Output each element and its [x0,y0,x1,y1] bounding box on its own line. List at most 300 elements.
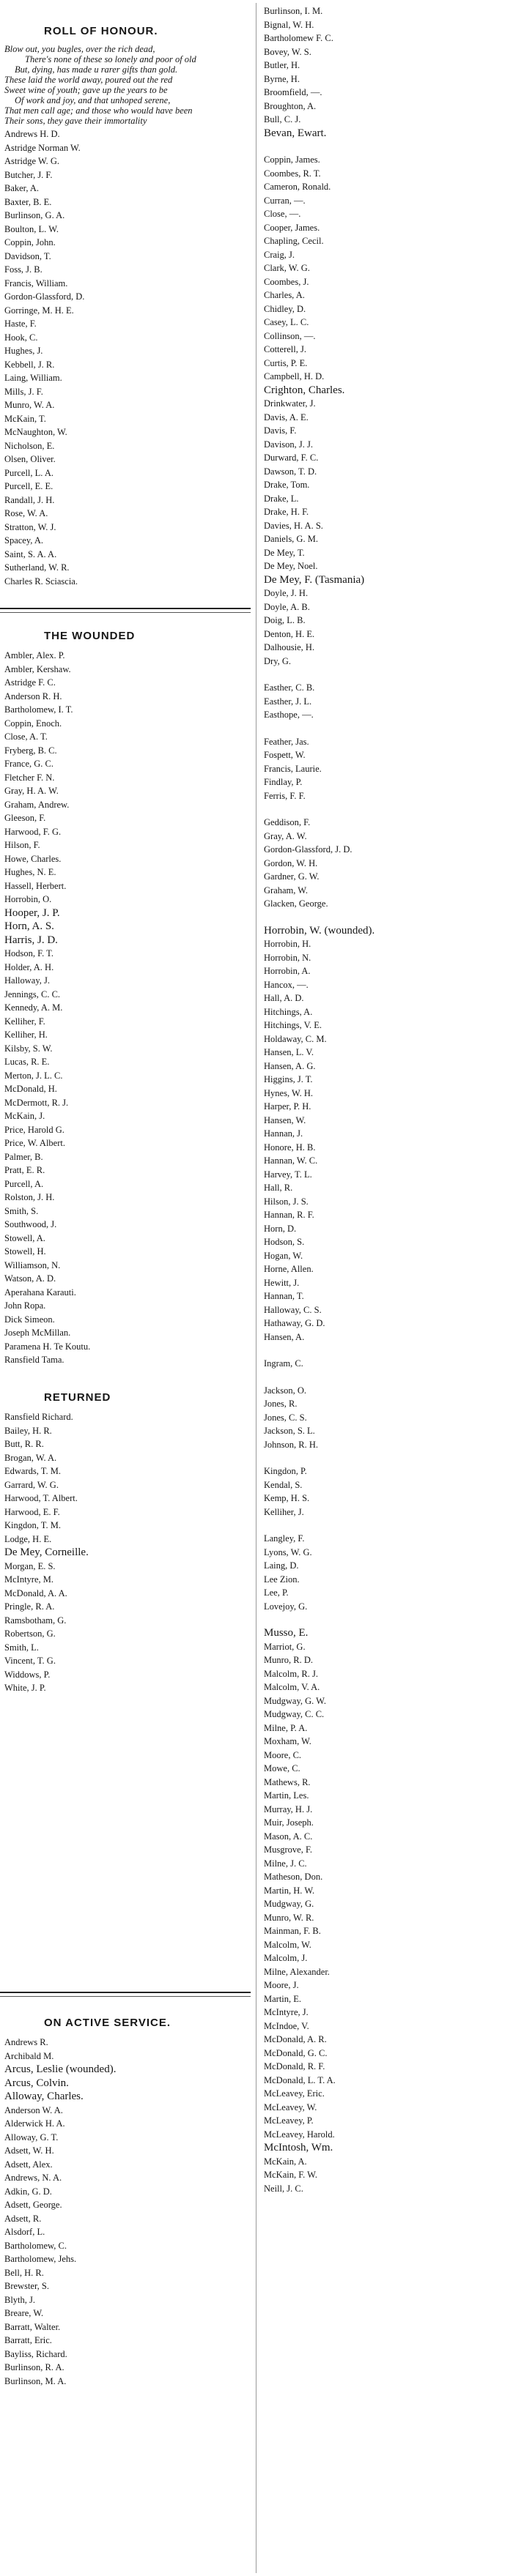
name-entry: Burlinson, I. M. [264,6,323,16]
name-entry: Horrobin, N. [264,952,311,963]
name-entry: De Mey, Corneille. [4,1546,89,1558]
poem-line: Blow out, you bugles, over the rich dead, [4,44,155,54]
name-entry: Kelliher, J. [264,1506,304,1517]
name-entry: Milne, J. C. [264,1858,307,1869]
name-entry: Francis, Laurie. [264,763,322,774]
name-entry: Harwood, E. F. [4,1506,60,1517]
name-entry: McIntyre, J. [264,2007,309,2017]
name-entry: Hook, C. [4,332,38,343]
name-entry: Garrard, W. G. [4,1479,59,1490]
name-entry: Harvey, T. L. [264,1169,312,1180]
name-entry: Durward, F. C. [264,453,319,463]
name-entry: Broughton, A. [264,100,317,111]
name-entry: Harris, J. D. [4,934,58,946]
name-entry: Musgrove, F. [264,1844,313,1855]
name-entry: Smith, L. [4,1642,39,1653]
name-entry: Andrews R. [4,2037,48,2047]
name-entry: Gleeson, F. [4,813,46,823]
name-entry: Hall, A. D. [264,993,304,1003]
name-entry: De Mey, Noel. [264,561,318,571]
name-entry: Mason, A. C. [264,1831,313,1842]
name-entry: Vincent, T. G. [4,1656,56,1666]
name-entry: McLeavey, W. [264,2102,317,2112]
name-entry: Stowell, H. [4,1246,46,1257]
name-entry: Craig, J. [264,249,295,260]
name-entry: Byrne, H. [264,73,300,84]
name-entry: McDonald, H. [4,1084,57,1094]
name-entry: Jackson, O. [264,1385,306,1396]
name-entry: McDonald, L. T. A. [264,2074,336,2085]
name-entry: Hansen, A. G. [264,1060,316,1071]
section-rule [0,1996,251,1997]
name-entry: Hilson, F. [4,840,40,850]
name-entry: Moore, C. [264,1749,302,1760]
name-entry: Butler, H. [264,60,300,70]
name-entry: Jackson, S. L. [264,1426,315,1436]
name-entry: Robertson, G. [4,1628,56,1639]
name-entry: Astridge Norman W. [4,142,81,153]
honour-poem [0,44,254,126]
name-entry: Lucas, R. E. [4,1057,50,1067]
name-entry: Easther, J. L. [264,696,312,707]
name-entry: McNaughton, W. [4,427,67,437]
name-entry: McKain, T. [4,413,46,424]
name-entry: Andrews, N. A. [4,2173,62,2183]
name-entry: Hughes, J. [4,346,43,356]
name-entry: McKain, J. [4,1111,45,1121]
name-entry: Denton, H. E. [264,628,315,639]
name-entry: Ferris, F. F. [264,790,306,801]
name-entry: Adsett, George. [4,2200,62,2210]
name-entry: Baxter, B. E. [4,196,52,207]
name-entry: Munro, R. D. [264,1655,314,1665]
name-entry: Chapling, Cecil. [264,236,324,246]
name-entry: Gray, H. A. W. [4,786,59,796]
name-entry: Close, —. [264,209,301,219]
name-entry: McDonald, A. A. [4,1587,67,1598]
name-entry: Stratton, W. J. [4,521,56,532]
name-entry: Purcell, L. A. [4,467,54,478]
active-service-names-list [0,2036,254,2388]
name-entry: Nicholson, E. [4,440,55,451]
name-entry: McLeavey, P. [264,2115,314,2126]
name-entry: Feather, Jas. [264,736,309,747]
name-entry: Harper, P. H. [264,1101,311,1112]
name-entry: Hooper, J. P. [4,907,60,919]
name-entry: Horrobin, A. [264,966,311,976]
name-entry: Kingdon, P. [264,1466,307,1476]
name-entry: Gordon-Glassford, D. [4,291,85,302]
name-entry: Ransfield Richard. [4,1412,73,1422]
name-entry: Ambler, Kershaw. [4,663,71,674]
name-entry: Spacey, A. [4,535,43,546]
name-entry: Ransfield Tama. [4,1355,64,1365]
name-entry: Butt, R. R. [4,1439,44,1449]
name-entry: Hynes, W. H. [264,1087,314,1098]
name-entry: Anderson R. H. [4,690,62,701]
name-entry: Aperahana Karauti. [4,1287,76,1298]
name-entry: Foss, J. B. [4,264,43,275]
name-entry: Broomfield, —. [264,87,322,97]
name-entry: Kingdon, T. M. [4,1520,61,1530]
name-entry: McKain, A. [264,2156,307,2167]
name-entry: Southwood, J. [4,1219,57,1229]
name-entry: Brewster, S. [4,2281,49,2291]
name-entry: Davidson, T. [4,250,51,261]
name-entry: Astridge W. G. [4,156,59,166]
name-entry: McIntyre, M. [4,1574,53,1585]
name-entry: Jennings, C. C. [4,989,61,999]
name-entry: Malcolm, R. J. [264,1668,318,1679]
name-entry: Charles R. Sciascia. [4,576,78,587]
name-entry: Hodson, S. [264,1237,305,1247]
wounded-section [0,627,254,1367]
name-entry: Butcher, J. F. [4,169,53,180]
name-entry: Anderson W. A. [4,2104,63,2115]
name-entry: Barratt, Walter. [4,2321,61,2332]
name-entry: Hansen, W. [264,1114,306,1125]
name-entry: Malcolm, J. [264,1953,308,1963]
name-entry: Laing, D. [264,1560,299,1571]
poem-line: There's none of these so lonely and poor of old [25,54,196,64]
section-rule [0,608,251,609]
name-entry: Horrobin, W. (wounded). [264,924,375,937]
poem-line: But, dying, has made u rarer gifts than gold. [15,64,178,75]
name-entry: Coombes, J. [264,276,309,287]
name-entry: Horne, Allen. [264,1264,314,1274]
name-entry: Graham, W. [264,885,309,896]
name-entry: Lyons, W. G. [264,1546,312,1557]
name-entry: Drake, H. F. [264,507,309,517]
name-entry: Purcell, E. E. [4,481,53,491]
name-entry: McIndoe, V. [264,2020,309,2031]
name-entry: Glacken, George. [264,898,328,909]
name-entry: France, G. C. [4,759,53,769]
name-entry: Stowell, A. [4,1232,45,1243]
name-entry: Adsett, Alex. [4,2159,53,2170]
name-entry: Ramsbotham, G. [4,1615,67,1626]
name-entry: McDonald, A. R. [264,2034,327,2044]
name-entry: Findlay, P. [264,777,303,787]
name-entry: Hannan, R. F. [264,1210,314,1220]
name-entry: Hassell, Herbert. [4,880,67,891]
name-entry: Alderwick H. A. [4,2118,65,2129]
name-entry: Murray, H. J. [264,1803,313,1814]
name-entry: Fryberg, B. C. [4,745,57,756]
name-entry: Lovejoy, G. [264,1601,308,1612]
name-entry: Laing, William. [4,373,62,383]
name-entry: Merton, J. L. C. [4,1070,63,1081]
name-entry: Dry, G. [264,655,292,666]
name-entry: Coombes, R. T. [264,168,321,179]
name-entry: Hannan, J. [264,1128,303,1139]
name-entry: Pringle, R. A. [4,1601,55,1612]
name-entry: Boulton, L. W. [4,223,59,234]
name-entry: Bevan, Ewart. [264,127,327,139]
name-entry: Purcell, A. [4,1178,44,1189]
name-entry: Davies, H. A. S. [264,520,323,531]
name-entry: Paramena H. Te Koutu. [4,1341,91,1352]
name-entry: Astridge F. C. [4,677,56,688]
name-entry: Widdows, P. [4,1669,51,1680]
name-entry: Doyle, J. H. [264,588,309,598]
name-entry: Price, Harold G. [4,1124,64,1135]
wounded-names-list [0,649,254,1367]
name-entry: Martin, E. [264,1993,302,2004]
name-entry: McDonald, R. F. [264,2061,325,2071]
name-entry: Doig, L. B. [264,615,306,625]
name-entry: Collinson, —. [264,330,316,341]
name-entry: Casey, L. C. [264,317,309,327]
name-entry: Munro, W. R. [264,1912,314,1923]
name-entry: Jones, R. [264,1399,298,1409]
name-entry: Clark, W. G. [264,263,310,273]
name-entry: Hathaway, G. D. [264,1318,325,1328]
name-entry: Charles, A. [264,290,305,300]
name-entry: Gordon, W. H. [264,857,318,868]
name-entry: Dalhousie, H. [264,642,315,652]
name-entry: Adsett, R. [4,2213,42,2224]
name-entry: Kebbell, J. R. [4,359,55,370]
name-entry: Barratt, Eric. [4,2335,52,2345]
name-entry: Kilsby, S. W. [4,1043,53,1054]
name-entry: Ingram, C. [264,1358,303,1369]
name-entry: Adsett, W. H. [4,2145,54,2156]
name-entry: Holdaway, C. M. [264,1033,327,1044]
name-entry: Malcolm, W. [264,1939,311,1950]
name-entry: Dick Simeon. [4,1314,55,1325]
name-entry: De Mey, T. [264,547,305,558]
honour-names-list [0,127,254,588]
name-entry: Sutherland, W. R. [4,562,70,573]
name-entry: Easther, C. B. [264,682,315,693]
name-entry: Hannan, T. [264,1291,304,1301]
name-entry: Bignal, W. H. [264,19,314,30]
name-entry: Langley, F. [264,1533,305,1544]
poem-line: Sweet wine of youth; gave up the years to be [4,85,168,95]
name-entry: Halloway, J. [4,975,51,986]
active-service-names-continued [259,4,513,2195]
name-entry: Easthope, —. [264,710,314,720]
name-entry: McIntosh, Wm. [264,2142,333,2154]
returned-heading: RETURNED [44,1391,111,1404]
name-entry: Gorringe, M. H. E. [4,305,74,316]
name-entry: Munro, W. A. [4,400,55,410]
name-entry: Horn, D. [264,1223,297,1234]
name-entry: Muir, Joseph. [264,1817,314,1828]
name-entry: Price, W. Albert. [4,1138,65,1148]
name-entry: Bull, C. J. [264,114,301,124]
name-entry: Morgan, E. S. [4,1560,56,1571]
name-entry: Joseph McMillan. [4,1328,71,1338]
name-entry: Mudgway, G. [264,1899,314,1909]
name-entry: Williamson, N. [4,1259,61,1270]
name-entry: Moxham, W. [264,1736,311,1746]
name-entry: Arcus, Leslie (wounded). [4,2063,117,2075]
name-entry: Arcus, Colvin. [4,2077,69,2089]
name-entry: Hansen, A. [264,1331,305,1342]
name-entry: Hogan, W. [264,1250,303,1261]
name-entry: Mills, J. F. [4,386,43,397]
returned-section [0,1388,254,1695]
active-service-continued [259,4,513,2195]
name-entry: Olsen, Oliver. [4,454,56,464]
name-entry: Kennedy, A. M. [4,1002,63,1013]
name-entry: Fletcher F. N. [4,772,55,783]
active-service-section [0,2014,254,2388]
name-entry: Hitchings, V. E. [264,1020,322,1030]
name-entry: Andrews H. D. [4,129,60,139]
name-entry: Breare, W. [4,2308,44,2318]
name-entry: Burlinson, R. A. [4,2362,64,2372]
name-entry: Rolston, J. H. [4,1192,55,1202]
name-entry: Bovey, W. S. [264,46,311,57]
name-entry: John Ropa. [4,1300,46,1311]
poem-line: That men call age; and those who would have been [4,105,193,116]
section-rule [0,612,251,613]
name-entry: McDermott, R. J. [4,1097,69,1108]
name-entry: Coppin, John. [4,237,56,247]
name-entry: Rose, W. A. [4,508,48,518]
name-entry: Halloway, C. S. [264,1304,322,1315]
name-entry: Burlinson, G. A. [4,210,65,220]
name-entry: McKain, F. W. [264,2170,317,2180]
name-entry: Hewitt, J. [264,1277,300,1288]
name-entry: Neill, J. C. [264,2183,303,2194]
name-entry: McDonald, G. C. [264,2047,328,2058]
name-entry: Holder, A. H. [4,961,54,972]
name-entry: Kelliher, H. [4,1030,48,1040]
poem-line: These laid the world away, poured out the red [4,75,173,85]
name-entry: Howe, Charles. [4,853,62,864]
name-entry: Hughes, N. E. [4,867,56,877]
name-entry: Coppin, James. [264,155,320,165]
name-entry: Curran, —. [264,195,306,206]
name-entry: Musso, E. [264,1627,309,1639]
name-entry: Kemp, H. S. [264,1493,310,1503]
name-entry: Horrobin, H. [264,939,311,949]
name-entry: Harwood, F. G. [4,826,62,837]
poem-line: Their sons, they gave their immortality [4,116,147,126]
name-entry: Haste, F. [4,319,37,329]
name-entry: Brogan, W. A. [4,1452,57,1463]
name-entry: Coppin, Enoch. [4,718,62,729]
name-entry: Davis, F. [264,425,297,436]
name-entry: Moore, J. [264,1980,299,1990]
name-entry: Edwards, T. M. [4,1466,61,1476]
name-entry: Honore, H. B. [264,1142,316,1153]
name-entry: Palmer, B. [4,1151,43,1162]
name-entry: Matheson, Don. [264,1872,323,1882]
name-entry: Mainman, F. B. [264,1926,321,1936]
wounded-heading: THE WOUNDED [44,630,136,642]
name-entry: Hodson, F. T. [4,948,53,958]
name-entry: Alloway, Charles. [4,2091,84,2102]
name-entry: Martin, Les. [264,1790,309,1801]
name-entry: Bayliss, Richard. [4,2348,67,2359]
name-entry: Blyth, J. [4,2294,36,2305]
name-entry: Curtis, P. E. [264,357,308,368]
name-entry: Gardner, G. W. [264,871,320,882]
name-entry: Hitchings, A. [264,1006,313,1017]
name-entry: Lodge, H. E. [4,1533,52,1544]
name-entry: Gray, A. W. [264,830,307,841]
name-entry: Doyle, A. B. [264,601,310,612]
name-entry: Gordon-Glassford, J. D. [264,844,353,855]
name-entry: Adkin, G. D. [4,2186,52,2197]
name-entry: Campbell, H. D. [264,371,325,381]
name-entry: Archibald M. [4,2050,54,2061]
name-entry: Close, A. T. [4,732,48,742]
name-entry: Johnson, R. H. [264,1439,318,1450]
name-entry: Drake, L. [264,493,299,504]
name-entry: Marriot, G. [264,1641,306,1652]
name-entry: Chidley, D. [264,303,306,314]
name-entry: Alsdorf, L. [4,2227,45,2237]
name-entry: Cooper, James. [264,222,320,233]
name-entry: Drinkwater, J. [264,398,316,409]
name-entry: Crighton, Charles. [264,384,345,396]
name-entry: Horn, A. S. [4,920,54,932]
name-entry: Lee Zion. [264,1574,300,1585]
name-entry: Mowe, C. [264,1763,300,1773]
name-entry: Hannan, W. C. [264,1155,318,1166]
name-entry: Higgins, J. T. [264,1074,313,1084]
name-entry: Jones, C. S. [264,1412,307,1423]
name-entry: Francis, William. [4,278,68,289]
name-entry: Hansen, L. V. [264,1047,314,1057]
name-entry: Bell, H. R. [4,2267,44,2278]
name-entry: Malcolm, V. A. [264,1682,320,1692]
poem-line: Of work and joy, and that unhoped serene, [15,95,171,105]
name-entry: Kendal, S. [264,1479,303,1490]
name-entry: Milne, Alexander. [264,1966,330,1977]
name-entry: Lee, P. [264,1587,289,1598]
name-entry: Geddison, F. [264,817,311,827]
name-entry: Fospett, W. [264,750,306,760]
name-entry: White, J. P. [4,1683,46,1693]
name-entry: Watson, A. D. [4,1273,56,1284]
name-entry: Dawson, T. D. [264,466,317,477]
name-entry: Bartholomew, C. [4,2240,67,2251]
name-entry: Saint, S. A. A. [4,548,57,559]
name-entry: Baker, A. [4,183,40,193]
roll-of-honour-heading: ROLL OF HONOUR. [44,25,158,37]
name-entry: Mudgway, G. W. [264,1695,326,1706]
name-entry: Kelliher, F. [4,1016,45,1027]
name-entry: Mudgway, C. C. [264,1709,325,1719]
name-entry: Hancox, —. [264,979,309,990]
name-entry: Randall, J. H. [4,494,55,505]
name-entry: Cotterell, J. [264,344,306,354]
name-entry: Alloway, G. T. [4,2132,59,2143]
name-entry: Davison, J. J. [264,439,314,450]
returned-names-list [0,1410,254,1695]
name-entry: Davis, A. E. [264,412,309,422]
name-entry: Hall, R. [264,1183,293,1193]
name-entry: Burlinson, M. A. [4,2375,67,2386]
name-entry: Ambler, Alex. P. [4,650,65,660]
name-entry: Bartholomew, Jehs. [4,2254,77,2264]
roll-of-honour-section [0,22,254,588]
name-entry: Mathews, R. [264,1776,311,1787]
name-entry: McLeavey, Harold. [264,2129,335,2140]
name-entry: Martin, H. W. [264,1885,315,1896]
name-entry: Drake, Tom. [264,480,310,490]
active-service-heading: ON ACTIVE SERVICE. [44,2017,171,2029]
section-rule [0,1992,251,1993]
name-entry: Horrobin, O. [4,894,52,904]
